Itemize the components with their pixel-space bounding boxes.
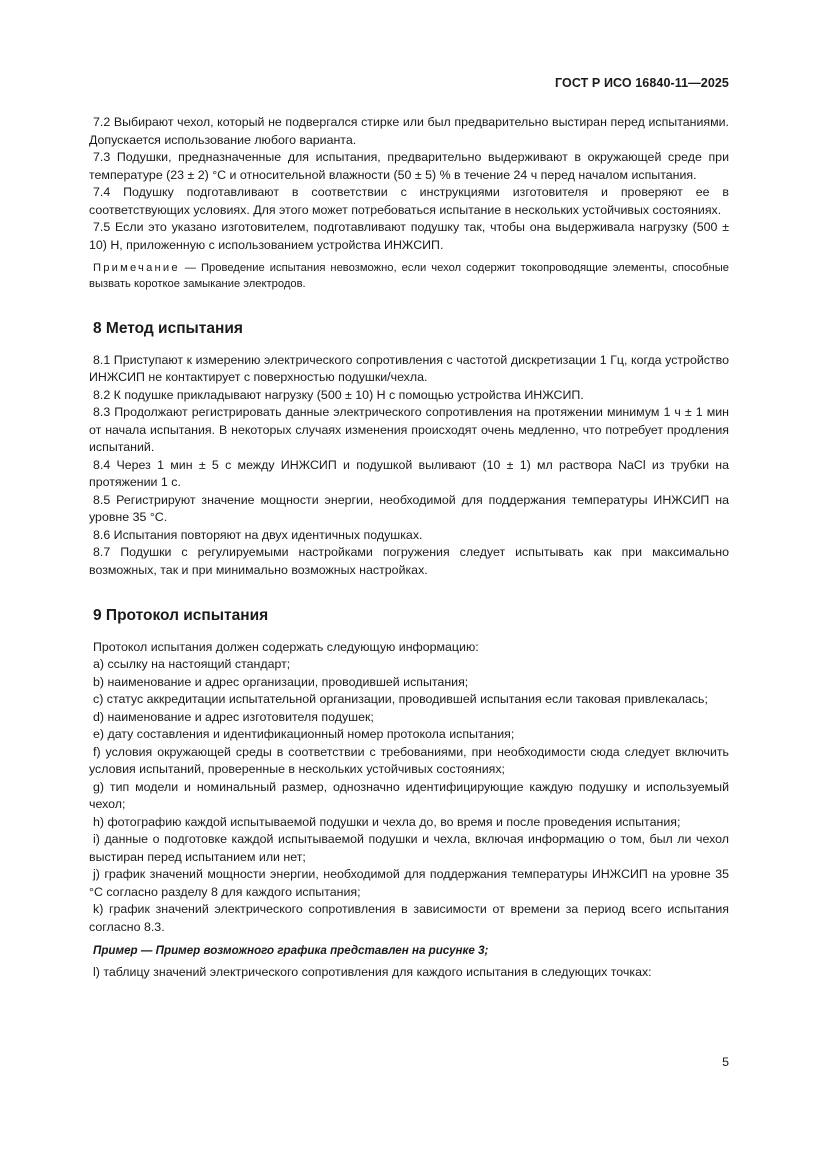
list-item-h: h) фотографию каждой испытываемой подушки и чехла до, во время и после проведения испытания;: [93, 814, 681, 829]
list-item-l: l) таблицу значений электрического сопротивления для каждого испытания в следующих точках:: [93, 964, 652, 979]
note: [89, 260, 729, 292]
list-item-i: i) данные о подготовке каждой испытываемой подушки и чехла, включая информацию о том, был ли чехол выстиран перед испытанием или нет;: [89, 832, 729, 864]
clause-8-5: 8.5 Регистрируют значение мощности энергии, необходимой для поддержания температуры ИНЖСИП на уровне 35 °C.: [89, 492, 729, 524]
list-item-c: c) статус аккредитации испытательной организации, проводившей испытания если таковая привлекалась;: [93, 692, 708, 706]
list-item-e: e) дату составления и идентификационный номер протокола испытания;: [93, 727, 515, 741]
document-body: [89, 114, 729, 981]
clause-8-3: 8.3 Продолжают регистрировать данные электрического сопротивления на протяжении минимум 1 ч ± 1 мин от начала испытания. В некоторых случаях изменения происходят очень медленно, что потребует продления испытаний.: [89, 405, 729, 454]
list-item-g: g) тип модели и номинальный размер, однозначно идентифицирующие каждую подушку и используемый чехол;: [89, 779, 729, 811]
list-item-a: a) ссылку на настоящий стандарт;: [93, 657, 291, 671]
clause-8-6: 8.6 Испытания повторяют на двух идентичных подушках.: [93, 527, 423, 542]
clause-8-4: 8.4 Через 1 мин ± 5 с между ИНЖСИП и подушкой выливают (10 ± 1) мл раствора NaCl из трубки на протяжении 1 с.: [89, 457, 729, 489]
clause-8-2: 8.2 К подушке прикладывают нагрузку (500 ± 10) Н с помощью устройства ИНЖСИП.: [93, 387, 584, 402]
clause-7-5: 7.5 Если это указано изготовителем, подготавливают подушку так, чтобы она выдерживала нагрузку (500 ± 10) Н, приложенную с использованием устройства ИНЖСИП.: [89, 220, 729, 252]
clause-7-3: 7.3 Подушки, предназначенные для испытания, предварительно выдерживают в окружающей среде при температуре (23 ± 2) °C и относительной влажности (50 ± 5) % в течение 24 ч перед началом испытания.: [89, 150, 729, 182]
section-9-intro: Протокол испытания должен содержать следующую информацию:: [93, 639, 479, 654]
note-label: Примечание: [93, 262, 180, 274]
list-item-d: d) наименование и адрес изготовителя подушек;: [93, 709, 374, 724]
list-item-j: j) график значений мощности энергии, необходимой для поддержания температуры ИНЖСИП на уровне 35 °C согласно разделу 8 для каждого испытания;: [89, 867, 729, 899]
section-9-title: 9 Протокол испытания: [93, 607, 269, 624]
clause-7-2: 7.2 Выбирают чехол, который не подвергался стирке или был предварительно выстиран перед испытаниями. Допускается использование любого варианта.: [89, 115, 729, 147]
clause-8-7: 8.7 Подушки с регулируемыми настройками погружения следует испытывать как при максимально возможных, так и при минимально возможных настройках.: [89, 545, 729, 577]
example-note: Пример — Пример возможного графика представлен на рисунке 3;: [93, 944, 489, 957]
clause-7-4: 7.4 Подушку подготавливают в соответствии с инструкциями изготовителя и проверяют ее в соответствующих условиях. Для этого может потребоваться испытание в нескольких устойчивых состояниях.: [89, 185, 729, 217]
list-item-f: f) условия окружающей среды в соответствии с требованиями, при необходимости сюда следует включить условия испытаний, проверенные в нескольких устойчивых состояниях;: [89, 744, 729, 776]
section-8-title: 8 Метод испытания: [93, 320, 243, 337]
list-item-b: b) наименование и адрес организации, проводившей испытания;: [93, 674, 469, 689]
list-item-k: k) график значений электрического сопротивления в зависимости от времени за период всего испытания согласно 8.3.: [89, 902, 729, 934]
clause-8-1: 8.1 Приступают к измерению электрического сопротивления с частотой дискретизации 1 Гц, когда устройство ИНЖСИП не контактирует с поверхностью подушки/чехла.: [89, 352, 729, 384]
page-number: 5: [722, 1055, 729, 1069]
note-text: — Проведение испытания невозможно, если чехол содержит токопроводящие элементы, способные вызвать короткое замыкание электродов.: [89, 262, 729, 290]
document-header: ГОСТ Р ИСО 16840-11—2025: [554, 76, 729, 90]
